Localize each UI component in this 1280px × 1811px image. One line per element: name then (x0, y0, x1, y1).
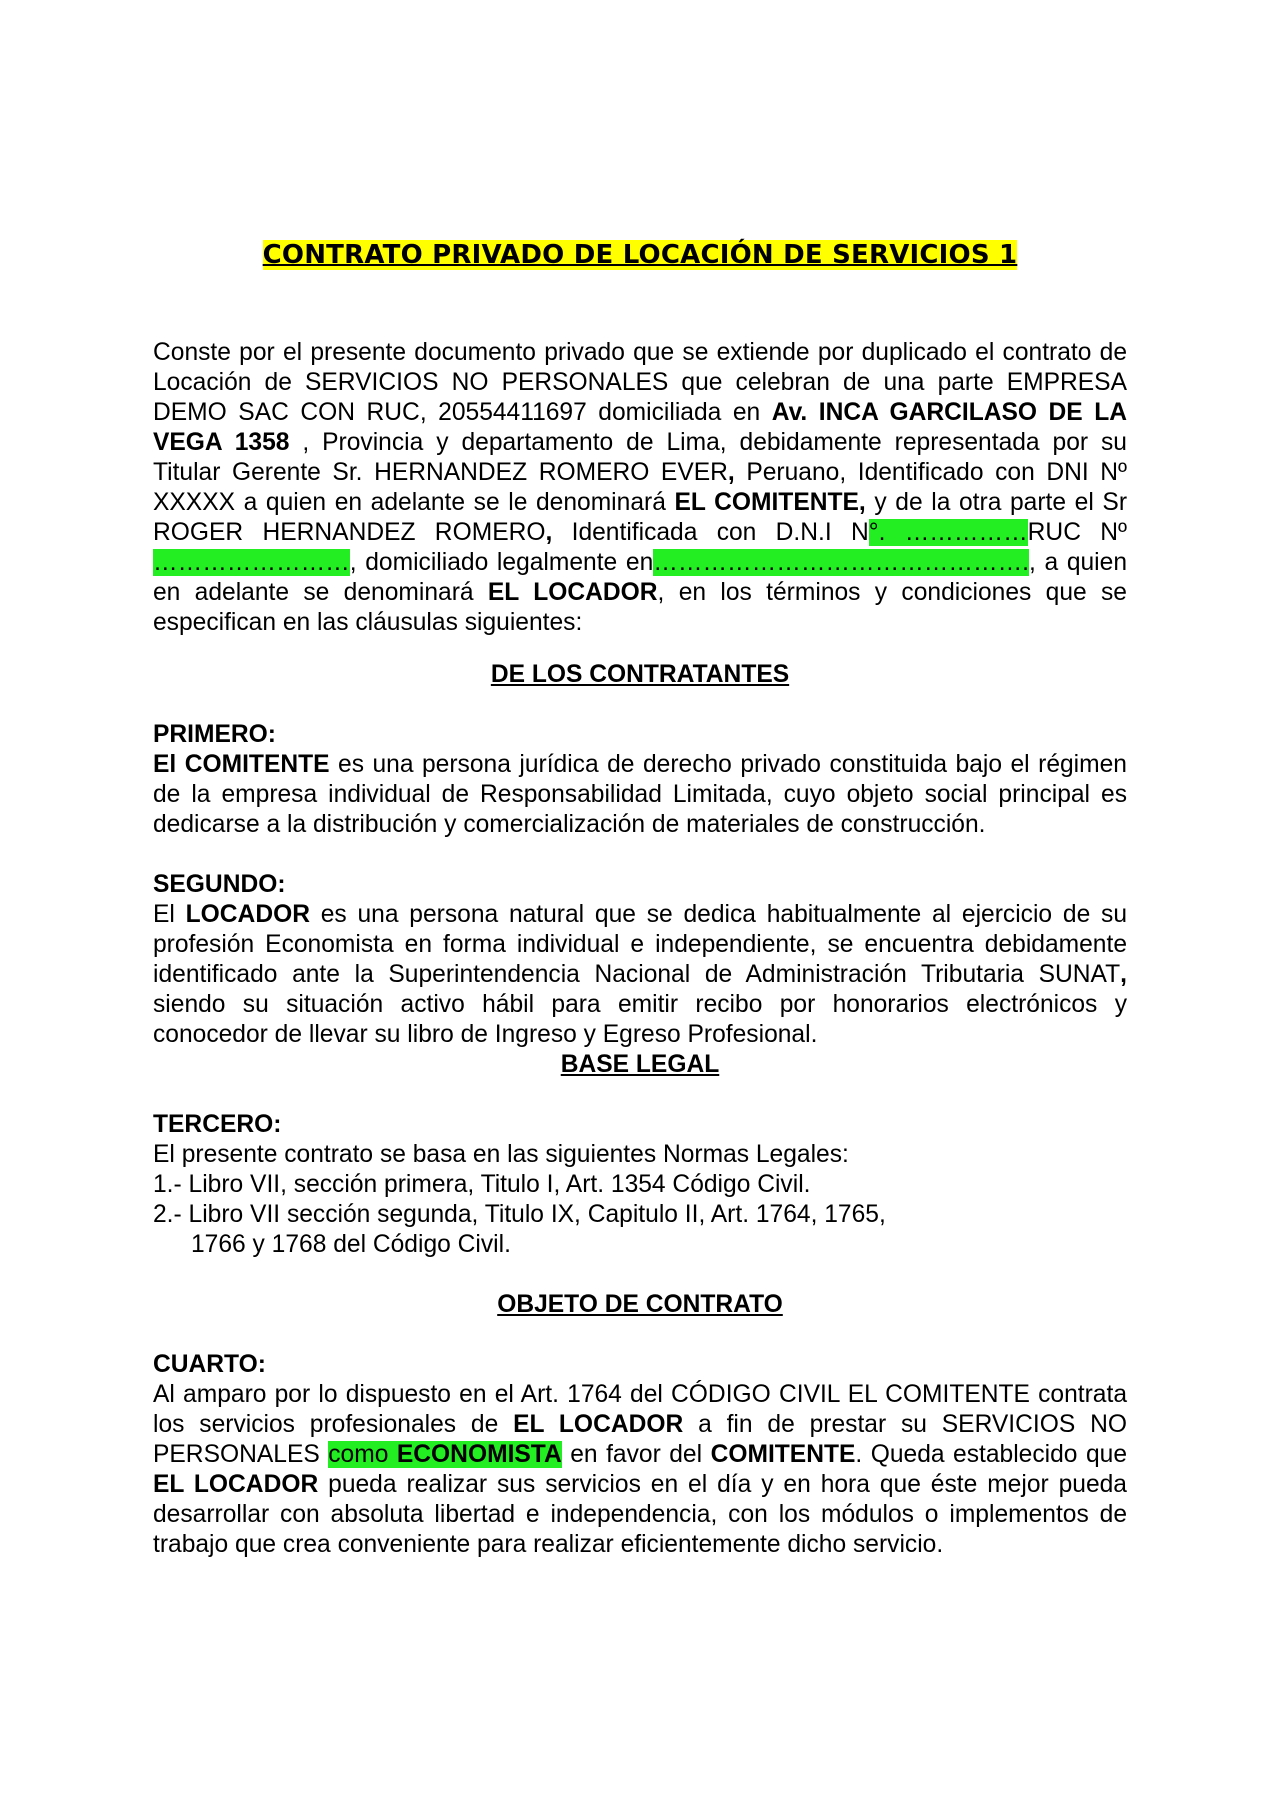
clause-segundo: El LOCADOR es una persona natural que se dedica habitualmente al ejercicio de su profesión Economista en forma individual e independiente, se encuentra debidamente identificado ante la Superintendencia Nacional de Administración Tributaria SUNAT, siendo su situación activo hábil para emitir recibo por honorarios electrónicos y conocedor de llevar su libro de Ingreso y Egreso Profesional. (153, 901, 1127, 1048)
legal-list-item: 2.- Libro VII sección segunda, Titulo IX, Capitulo II, Art. 1764, 1765, (153, 1201, 886, 1228)
clause-cuarto: Al amparo por lo dispuesto en el Art. 1764 del CÓDIGO CIVIL EL COMITENTE contrata los servicios profesionales de EL LOCADOR a fin de prestar su SERVICIOS NO PERSONALES como ECONOMISTA en favor del COMITENTE. Queda establecido que EL LOCADOR pueda realizar sus servicios en el día y en hora que éste mejor pueda desarrollar con absoluta libertad e independencia, con los módulos o implementos de trabajo que crea conveniente para realizar eficientemente dicho servicio. (153, 1381, 1127, 1558)
document-title-text: CONTRATO PRIVADO DE LOCACIÓN DE SERVICIOS 1 (262, 240, 1018, 270)
legal-list-item: 1.- Libro VII, sección primera, Titulo I, Art. 1354 Código Civil. (153, 1171, 811, 1198)
legal-list-item-continuation: 1766 y 1768 del Código Civil. (191, 1231, 511, 1258)
profession-highlight: como ECONOMISTA (328, 1441, 562, 1468)
dni-field: °. …………… (868, 519, 1028, 546)
clause-label-primero: PRIMERO: (153, 721, 276, 748)
clause-tercero-intro: El presente contrato se basa en las siguientes Normas Legales: (153, 1141, 849, 1168)
clause-label-tercero: TERCERO: (153, 1111, 282, 1138)
section-heading-contratantes: DE LOS CONTRATANTES (490, 661, 790, 688)
section-heading-base-legal: BASE LEGAL (560, 1051, 720, 1078)
address-field: ………………………………………. (653, 549, 1029, 576)
document-body (153, 338, 1127, 1560)
clause-primero: El COMITENTE es una persona jurídica de derecho privado constituida bajo el régimen de la empresa individual de Responsabilidad Limitada, cuyo objeto social principal es dedicarse a la distribución y comercialización de materiales de construcción. (153, 751, 1127, 838)
document-title (0, 238, 1280, 272)
section-heading-objeto: OBJETO DE CONTRATO (497, 1291, 783, 1318)
ruc-field: …………………… (153, 549, 350, 576)
clause-label-segundo: SEGUNDO: (153, 871, 286, 898)
clause-label-cuarto: CUARTO: (153, 1351, 266, 1378)
intro-paragraph: Conste por el presente documento privado que se extiende por duplicado el contrato de Locación de SERVICIOS NO PERSONALES que celebran de una parte EMPRESA DEMO SAC CON RUC, 20554411697 domiciliada en Av. INCA GARCILASO DE LA VEGA 1358 , Provincia y departamento de Lima, debidamente representada por su Titular Gerente Sr. HERNANDEZ ROMERO EVER, Peruano, Identificado con DNI Nº XXXXX a quien en adelante se le denominará EL COMITENTE, y de la otra parte el Sr ROGER HERNANDEZ ROMERO, Identificada con D.N.I N°. ……………RUC Nº ……………………, domiciliado legalmente en………………………………………., a quien en adelante se denominará EL LOCADOR, en los términos y condiciones que se especifican en las cláusulas siguientes: (153, 339, 1128, 636)
